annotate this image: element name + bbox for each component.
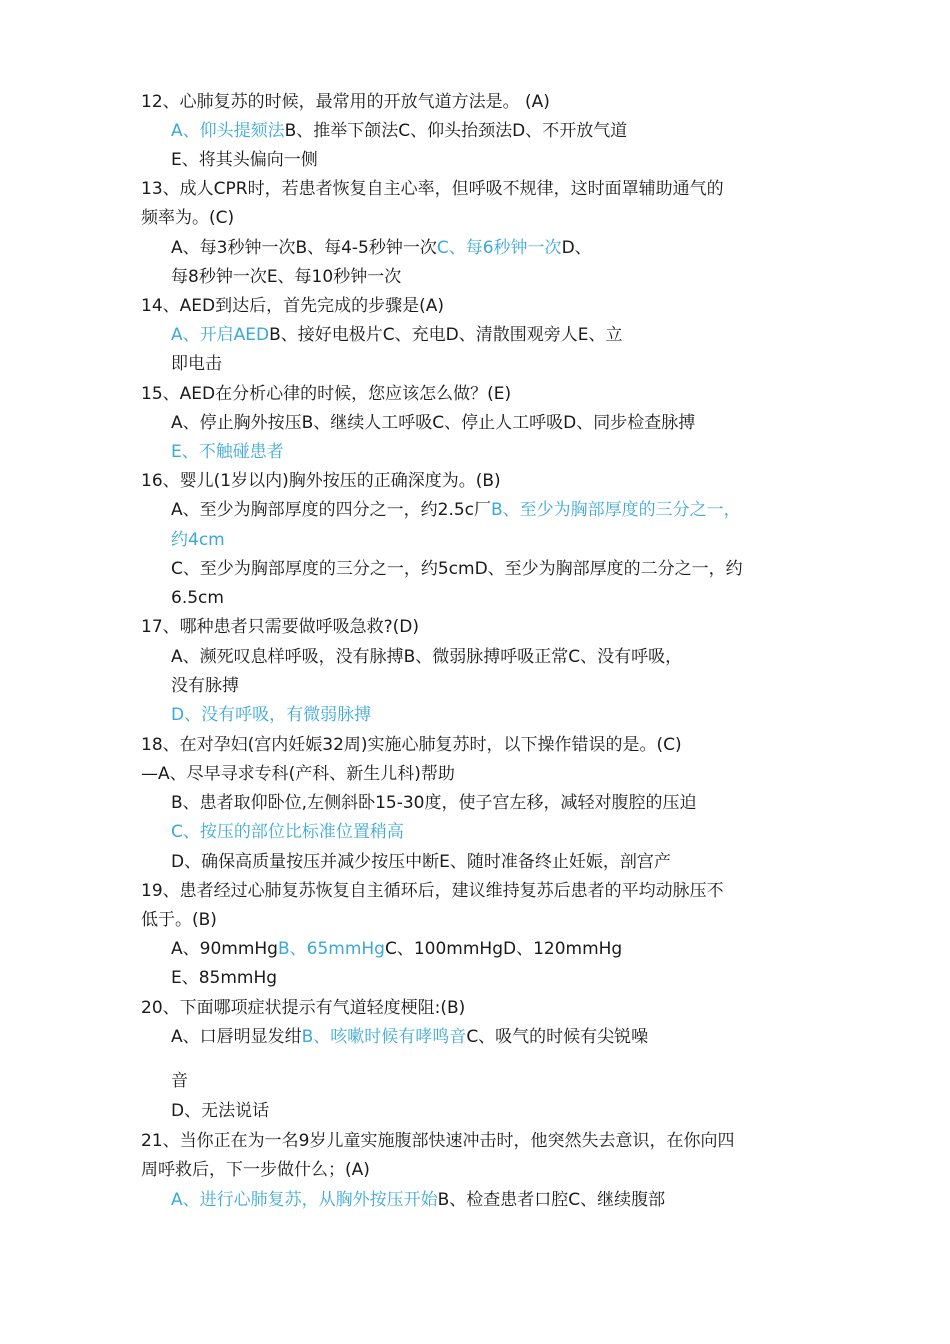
question-text: 12、心肺复苏的时候，最常用的开放气道方法是。 (A) bbox=[141, 92, 550, 112]
text-line bbox=[171, 966, 277, 990]
text-line bbox=[141, 469, 501, 493]
question-text: C、100mmHgD、120mmHg bbox=[384, 939, 623, 959]
question-text: E、将其头偏向一侧 bbox=[171, 150, 318, 170]
correct-answer-text: 约4cm bbox=[171, 530, 225, 550]
text-line bbox=[141, 762, 455, 786]
text-line bbox=[171, 674, 239, 698]
text-line bbox=[171, 1099, 269, 1123]
question-text: 20、下面哪项症状提示有气道轻度梗阻:(B) bbox=[141, 998, 466, 1018]
question-text: 21、当你正在为一名9岁儿童实施腹部快速冲击时，他突然失去意识，在你向四 bbox=[141, 1131, 735, 1151]
correct-answer-text: B、65mmHg bbox=[277, 939, 385, 959]
question-text: C、吸气的时候有尖锐噪 bbox=[466, 1027, 649, 1047]
text-line bbox=[171, 1188, 665, 1212]
question-text: B、检查患者口腔C、继续腹部 bbox=[437, 1190, 666, 1210]
question-text: 没有脉搏 bbox=[171, 676, 239, 696]
question-text: 周呼救后，下一步做什么；(A) bbox=[141, 1160, 370, 1180]
question-text: B、推举下颌法C、仰头抬颈法D、不开放气道 bbox=[284, 121, 628, 141]
question-text: A、90mmHg bbox=[171, 939, 278, 959]
text-line bbox=[141, 90, 550, 114]
question-text: 每8秒钟一次E、每10秒钟一次 bbox=[171, 267, 402, 287]
text-line bbox=[171, 352, 222, 376]
text-line bbox=[171, 1025, 648, 1049]
text-line bbox=[171, 1069, 188, 1093]
text-line bbox=[141, 908, 217, 932]
question-text: E、85mmHg bbox=[171, 968, 278, 988]
text-line bbox=[171, 440, 284, 464]
question-text: A、至少为胸部厚度的四分之一，约2.5c厂 bbox=[171, 500, 492, 520]
text-line bbox=[171, 557, 743, 581]
question-text: 音 bbox=[171, 1071, 188, 1091]
text-line bbox=[141, 294, 444, 318]
text-line bbox=[141, 382, 511, 406]
question-text: 13、成人CPR时，若患者恢复自主心率，但呼吸不规律，这时面罩辅助通气的 bbox=[141, 179, 724, 199]
text-line bbox=[171, 119, 627, 143]
text-line bbox=[141, 733, 682, 757]
correct-answer-text: C、每6秒钟一次 bbox=[436, 238, 562, 258]
correct-answer-text: E、不触碰患者 bbox=[171, 442, 284, 462]
text-line bbox=[141, 206, 234, 230]
question-text: A、每3秒钟一次B、每4-5秒钟一次 bbox=[171, 238, 437, 258]
text-line bbox=[141, 879, 724, 903]
text-line bbox=[171, 645, 682, 669]
text-line bbox=[171, 411, 695, 435]
text-line bbox=[141, 615, 419, 639]
correct-answer-text: A、仰头提颏法 bbox=[171, 121, 285, 141]
question-text: —A、尽早寻求专科(产科、新生儿科)帮助 bbox=[141, 764, 455, 784]
correct-answer-text: B、至少为胸部厚度的三分之一， bbox=[491, 500, 741, 520]
text-line bbox=[171, 703, 371, 727]
correct-answer-text: C、按压的部位比标准位置稍高 bbox=[171, 822, 404, 842]
question-text: B、患者取仰卧位,左侧斜卧15-30度，使子宫左移，减轻对腹腔的压迫 bbox=[171, 793, 697, 813]
text-line bbox=[171, 148, 318, 172]
text-line bbox=[171, 498, 741, 522]
text-line bbox=[141, 996, 465, 1020]
text-line bbox=[141, 1158, 370, 1182]
correct-answer-text: D、没有呼吸，有微弱脉搏 bbox=[171, 705, 372, 725]
text-line bbox=[171, 850, 671, 874]
text-line bbox=[141, 1129, 734, 1153]
question-text: 即电击 bbox=[171, 354, 222, 374]
question-text: 16、婴儿(1岁以内)胸外按压的正确深度为。(B) bbox=[141, 471, 501, 491]
question-text: 频率为。(C) bbox=[141, 208, 235, 228]
question-text: 14、AED到达后，首先完成的步骤是(A) bbox=[141, 296, 444, 316]
text-line bbox=[171, 528, 225, 552]
question-text: 17、哪种患者只需要做呼吸急救?(D) bbox=[141, 617, 420, 637]
text-line bbox=[171, 236, 592, 260]
question-text: D、无法说话 bbox=[171, 1101, 270, 1121]
question-text: B、接好电极片C、充电D、清散围观旁人E、立 bbox=[269, 325, 623, 345]
question-text: 18、在对孕妇(宫内妊娠32周)实施心肺复苏时，以下操作错误的是。(C) bbox=[141, 735, 682, 755]
question-text: A、停止胸外按压B、继续人工呼吸C、停止人工呼吸D、同步检查脉搏 bbox=[171, 413, 696, 433]
correct-answer-text: A、开启AED bbox=[171, 325, 270, 345]
text-line bbox=[171, 323, 622, 347]
question-text: D、 bbox=[561, 238, 592, 258]
question-text: 低于。(B) bbox=[141, 910, 217, 930]
question-text: D、确保高质量按压并减少按压中断E、随时准备终止妊娠，剖宫产 bbox=[171, 852, 671, 872]
correct-answer-text: A、进行心肺复苏，从胸外按压开始 bbox=[171, 1190, 438, 1210]
question-text: 19、患者经过心肺复苏恢复自主循环后，建议维持复苏后患者的平均动脉压不 bbox=[141, 881, 724, 901]
question-text: 15、AED在分析心律的时候，您应该怎么做？(E) bbox=[141, 384, 512, 404]
text-line bbox=[171, 586, 224, 610]
text-line bbox=[141, 177, 724, 201]
question-text: 6.5cm bbox=[171, 588, 224, 608]
text-line bbox=[171, 937, 622, 961]
question-text: C、至少为胸部厚度的三分之一，约5cmD、至少为胸部厚度的二分之一，约 bbox=[171, 559, 743, 579]
correct-answer-text: B、咳嗽时候有哮鸣音 bbox=[301, 1027, 467, 1047]
text-line bbox=[171, 791, 696, 815]
text-line bbox=[171, 265, 401, 289]
text-line bbox=[171, 820, 404, 844]
question-text: A、濒死叹息样呼吸，没有脉搏B、微弱脉搏呼吸正常C、没有呼吸， bbox=[171, 647, 683, 667]
question-text: A、口唇明显发绀 bbox=[171, 1027, 302, 1047]
